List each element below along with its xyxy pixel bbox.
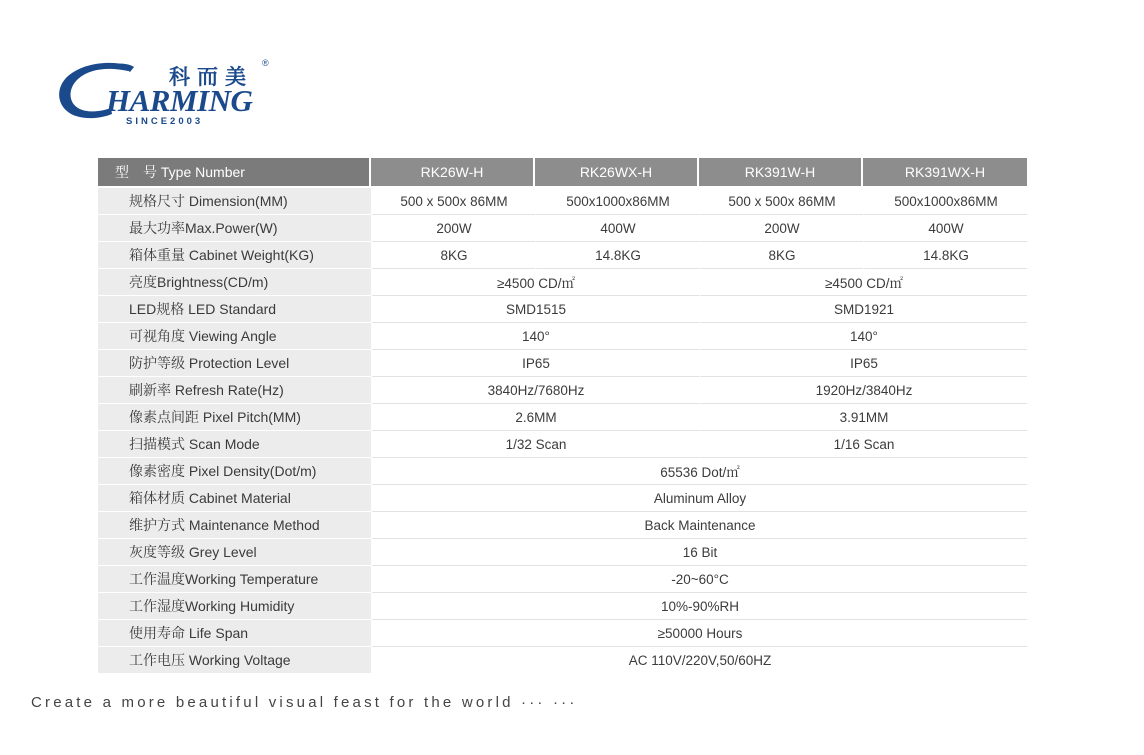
row-value: 200W: [699, 215, 863, 242]
slogan: Create a more beautiful visual feast for the world ··· ···: [31, 694, 578, 711]
table-row: [98, 485, 1027, 512]
table-row: [98, 512, 1027, 539]
table-row: [98, 404, 1027, 431]
row-label: 工作温度Working Temperature: [98, 566, 371, 593]
table-row: [98, 269, 1027, 296]
model-header: RK26WX-H: [535, 158, 699, 188]
row-value: IP65: [699, 350, 1027, 377]
table-row: [98, 620, 1027, 647]
brand-chinese-name: 科而美: [169, 65, 253, 89]
registered-mark: ®: [262, 58, 269, 68]
table-row: [98, 566, 1027, 593]
row-value: 65536 Dot/㎡: [371, 458, 1027, 485]
type-number-header: 型 号 Type Number: [98, 158, 371, 188]
spec-table-body: [98, 188, 1027, 674]
row-value: 3.91MM: [699, 404, 1027, 431]
row-value: IP65: [371, 350, 699, 377]
table-row: [98, 593, 1027, 620]
row-label: 规格尺寸 Dimension(MM): [98, 188, 371, 215]
model-header: RK391W-H: [699, 158, 863, 188]
row-value: 500x1000x86MM: [863, 188, 1027, 215]
row-label: 刷新率 Refresh Rate(Hz): [98, 377, 371, 404]
row-value: ≥4500 CD/㎡: [699, 269, 1027, 296]
row-value: 500x1000x86MM: [535, 188, 699, 215]
table-row: [98, 323, 1027, 350]
row-value: 140°: [699, 323, 1027, 350]
brand-since: SINCE2003: [126, 116, 204, 127]
row-label: 箱体材质 Cabinet Material: [98, 485, 371, 512]
row-value: SMD1921: [699, 296, 1027, 323]
row-value: 400W: [535, 215, 699, 242]
row-value: 10%-90%RH: [371, 593, 1027, 620]
table-row: [98, 350, 1027, 377]
row-label: 可视角度 Viewing Angle: [98, 323, 371, 350]
table-row: [98, 377, 1027, 404]
row-value: 400W: [863, 215, 1027, 242]
row-value: 8KG: [371, 242, 535, 269]
table-row: [98, 458, 1027, 485]
row-label: 维护方式 Maintenance Method: [98, 512, 371, 539]
row-value: 14.8KG: [863, 242, 1027, 269]
row-value: 500 x 500x 86MM: [371, 188, 535, 215]
table-row: [98, 431, 1027, 458]
row-label: 扫描模式 Scan Mode: [98, 431, 371, 458]
row-value: 16 Bit: [371, 539, 1027, 566]
row-label: 像素点间距 Pixel Pitch(MM): [98, 404, 371, 431]
header-row: [98, 158, 1027, 188]
row-value: SMD1515: [371, 296, 699, 323]
row-value: 1/32 Scan: [371, 431, 699, 458]
row-value: 140°: [371, 323, 699, 350]
row-value: 500 x 500x 86MM: [699, 188, 863, 215]
row-label: 防护等级 Protection Level: [98, 350, 371, 377]
row-value: 1920Hz/3840Hz: [699, 377, 1027, 404]
row-label: 亮度Brightness(CD/m): [98, 269, 371, 296]
model-header: RK26W-H: [371, 158, 535, 188]
row-value: ≥4500 CD/㎡: [371, 269, 699, 296]
row-value: 200W: [371, 215, 535, 242]
row-label: 工作电压 Working Voltage: [98, 647, 371, 674]
row-value: 1/16 Scan: [699, 431, 1027, 458]
row-value: 2.6MM: [371, 404, 699, 431]
row-value: ≥50000 Hours: [371, 620, 1027, 647]
row-value: 8KG: [699, 242, 863, 269]
charming-logo: [56, 58, 286, 130]
table-row: [98, 242, 1027, 269]
row-value: 3840Hz/7680Hz: [371, 377, 699, 404]
row-label: 工作湿度Working Humidity: [98, 593, 371, 620]
row-value: AC 110V/220V,50/60HZ: [371, 647, 1027, 674]
table-row: [98, 647, 1027, 674]
model-header: RK391WX-H: [863, 158, 1027, 188]
table-row: [98, 215, 1027, 242]
spec-table: [98, 158, 1027, 674]
row-label: 像素密度 Pixel Density(Dot/m): [98, 458, 371, 485]
row-value: Aluminum Alloy: [371, 485, 1027, 512]
row-value: Back Maintenance: [371, 512, 1027, 539]
row-label: 灰度等级 Grey Level: [98, 539, 371, 566]
row-value: -20~60°C: [371, 566, 1027, 593]
table-row: [98, 539, 1027, 566]
row-label: 箱体重量 Cabinet Weight(KG): [98, 242, 371, 269]
table-row: [98, 296, 1027, 323]
row-label: 最大功率Max.Power(W): [98, 215, 371, 242]
row-value: 14.8KG: [535, 242, 699, 269]
table-row: [98, 188, 1027, 215]
row-label: LED规格 LED Standard: [98, 296, 371, 323]
brand-wordmark: HARMING: [106, 83, 253, 118]
row-label: 使用寿命 Life Span: [98, 620, 371, 647]
